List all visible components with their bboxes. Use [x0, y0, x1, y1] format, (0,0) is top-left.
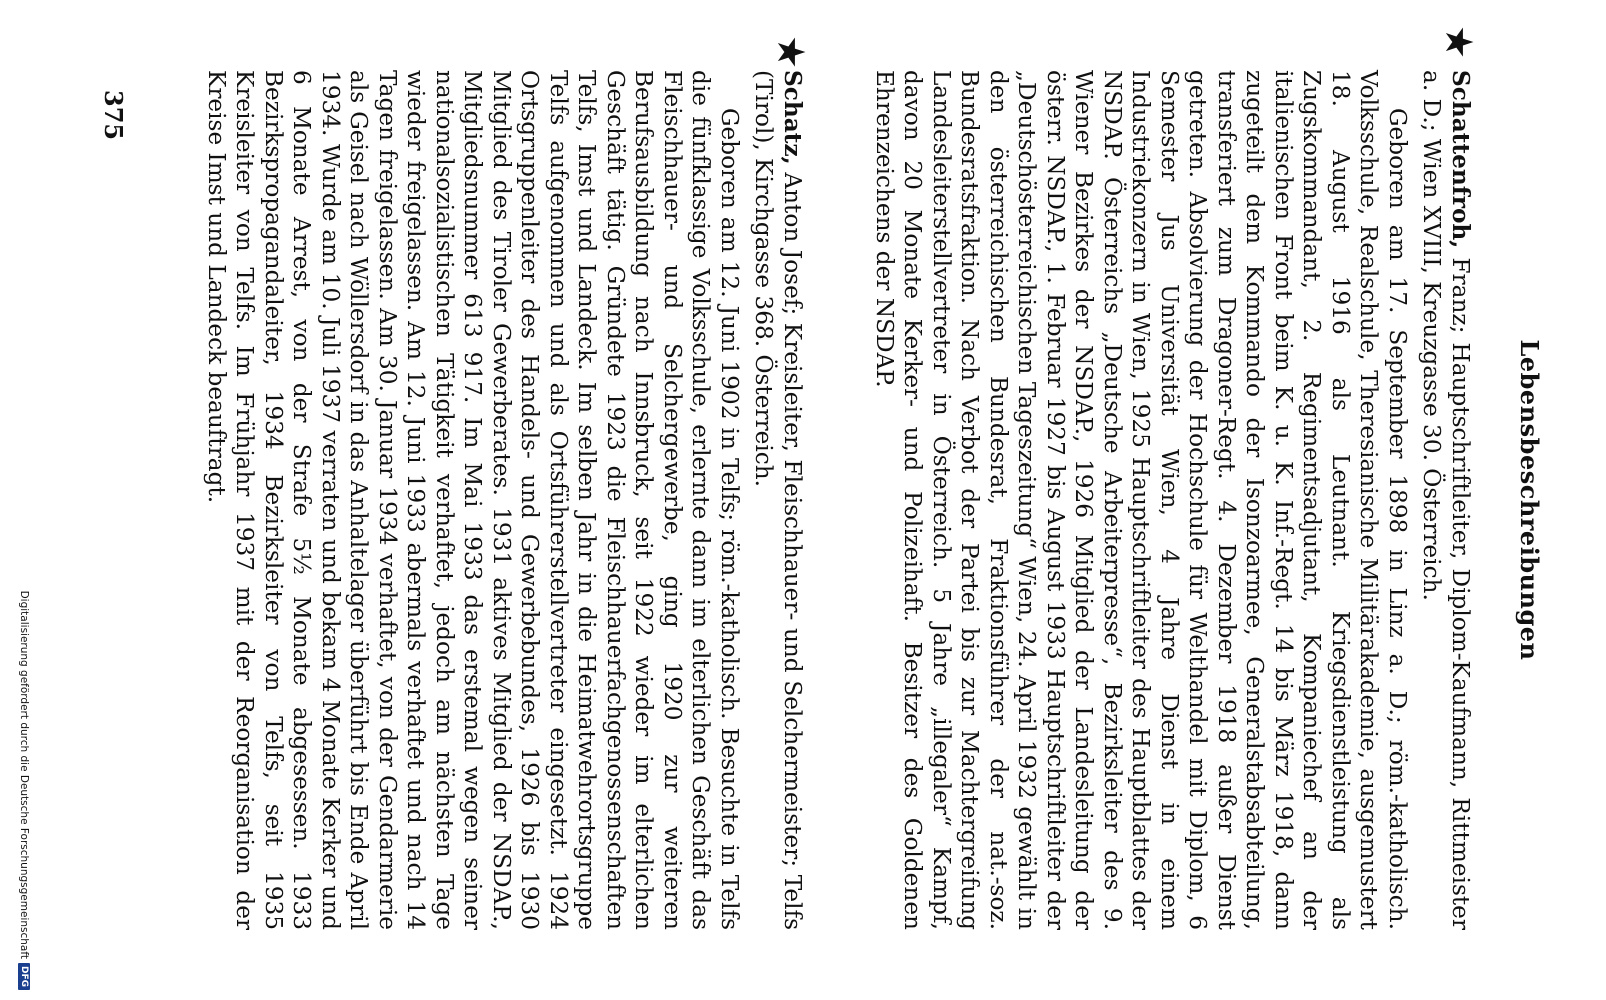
entry-body: Geboren am 12. Juni 1902 in Telfs; röm.-katholisch. Besuchte in Telfs die fünfklassige Volksschule, erlernte dann im elterlichen Geschäft das Fleischhauer- und Selchergewerbe, ging 1920 zur weiteren Berufsausbildung nach Innsbruck, seit 1922 wieder im elterlichen Geschäft tätig. Gründete 1923 die Fleischhauerfachgenossenschaften Telfs, Imst und Landeck. Im selben Jahr in die Heimatwehrortsgruppe Telfs aufgenommen und als Ortsführerstellvertreter eingesetzt. 1924 Ortsgruppenleiter des Handels- und Gewerbebundes, 1926 bis 1930 Mitglied des Tiroler Gewerberates. 1931 aktives Mitglied der NSDAP., Mitgliedsnummer 613 917. Im Mai 1933 das erstemal wegen seiner nationalsozialistischen Tätigkeit verhaftet, jedoch am nächsten Tage wieder freigelassen. Am 12. Juni 1933 abermals verhaftet und nach 14 Tagen freigelassen. Am 30. Januar 1934 verhaftet, von der Gendarmerie als Geisel nach Wöllersdorf in das Anhaltelager überführt bis Ende April 1934. Wurde am 10. Juli 1937 verraten und bekam 4 Monate Kerker und 6 Monate Arrest, von der Strafe 5½ Monate abgesessen. 1933 Bezirkspropagandaleiter, 1934 Bezirksleiter von Telfs, seit 1935 Kreisleiter von Telfs. Im Frühjahr 1937 mit der Reorganisation der Kreise Imst und Landeck beauftragt.	[203, 70, 743, 930]
biography-entry-schattenfroh	[870, 70, 1475, 930]
star-marker-1: ★	[1437, 25, 1481, 60]
credit-text: Digitalisierung gefördert durch die Deutsche Forschungsgemeinschaft	[18, 590, 30, 959]
running-head: Lebensbeschreibungen	[1515, 339, 1544, 661]
entry-body: Geboren am 17. September 1898 in Linz a. D.; röm.-katholisch. Volksschule, Realschule, Theresianische Militärakademie, ausgemustert 18. August 1916 als Leutnant. Kriegsdienstleistung als Zugskommandant, 2. Regimentsadjutant, Kompaniechef an der italienischen Front beim K. u. K. Inf.-Regt. 14 bis März 1918, dann zugeteilt dem Kommando der Isonzoarmee, Generalstabsabteilung, transferiert zum Dragoner-Regt. 4. Dezember 1918 außer Dienst getreten. Absolvierung der Hochschule für Welthandel mit Diplom, 6 Semester Jus Universität Wien, 4 Jahre Dienst in einem Industriekonzern in Wien, 1925 Hauptschriftleiter des Hauptblattes der NSDAP. Österreichs „Deutsche Arbeiterpresse“, Bezirksleiter des 9. Wiener Bezirkes der NSDAP., 1926 Mitglied der Landesleitung der österr. NSDAP., 1. Februar 1927 bis August 1933 Hauptschriftleiter der „Deutschösterreichischen Tageszeitung“ Wien, 24. April 1932 gewählt in den österreichischen Bundesrat, Fraktionsführer der nat.-soz. Bundesratsfraktion. Nach Verbot der Partei bis zur Machtergreifung Landesleiterstellvertreter in Österreich. 5 Jahre „illegaler“ Kampf, davon 20 Monate Kerker- und Polizeihaft. Besitzer des Goldenen Ehrenzeichens der NSDAP.	[871, 70, 1411, 930]
entry-heading	[749, 70, 806, 930]
page-number: 375	[99, 90, 128, 141]
entry-name: Schatz,	[779, 70, 806, 165]
entry-heading	[1417, 70, 1474, 930]
entry-name: Schattenfroh,	[1447, 70, 1474, 249]
star-marker-2: ★	[769, 35, 813, 70]
biography-entry-schatz	[202, 70, 807, 930]
dfg-logo: DFG	[18, 963, 30, 990]
entry-heading-text: Anton Josef; Kreisleiter, Fleischhauer- und Selchermeister; Telfs (Tirol), Kirchgasse 368. Österreich.	[750, 70, 806, 930]
digitization-credit	[12, 0, 34, 1000]
entry-heading-text: Franz; Hauptschriftleiter, Diplom-Kaufmann, Rittmeister a. D.; Wien XVIII, Kreuzgasse 30. Österreich.	[1418, 70, 1474, 930]
